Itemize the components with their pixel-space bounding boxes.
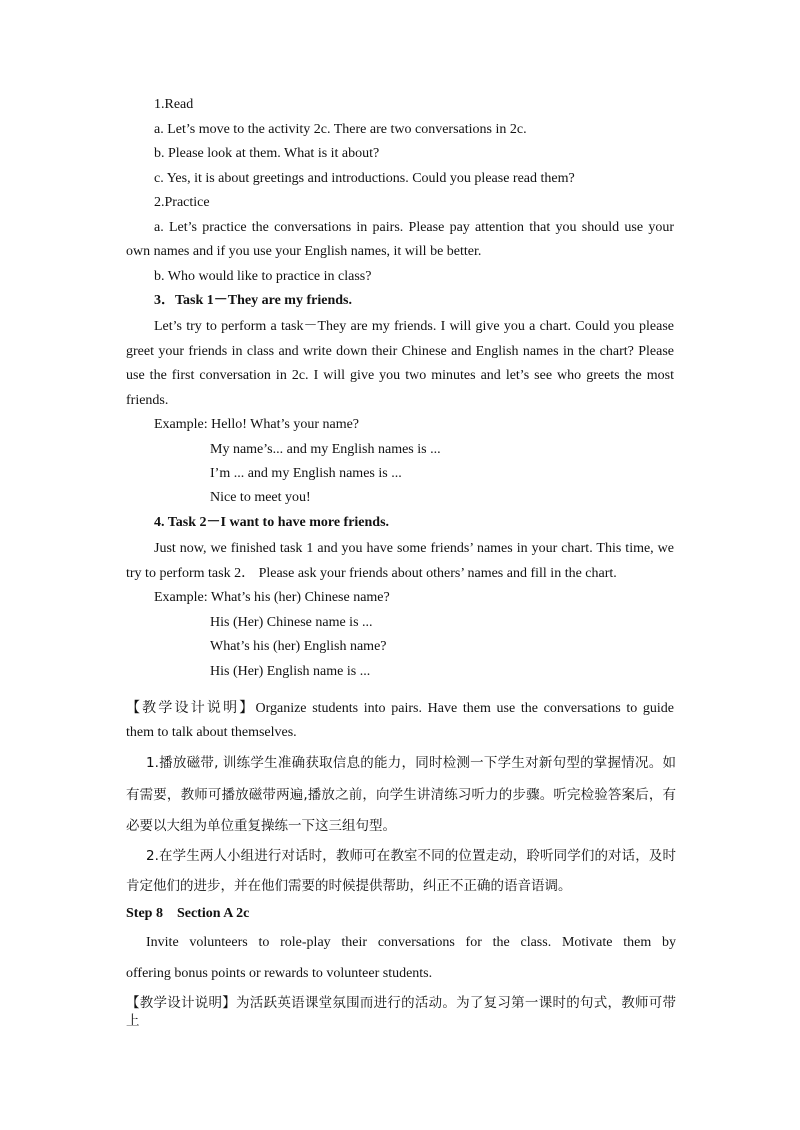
practice-heading: 2.Practice: [154, 195, 210, 210]
read-line-c: c. Yes, it is about greetings and introductions. Could you please read them?: [154, 171, 575, 186]
practice-line-b: b. Who would like to practice in class?: [154, 269, 372, 284]
step8-paragraph-line-1: Invite volunteers to role-play their conversations for the class. Motivate them by: [146, 935, 676, 950]
design-note-1-line-1: 【教学设计说明】Organize students into pairs. Have them use the conversations to guide: [126, 701, 674, 716]
example2-line-2: His (Her) Chinese name is ...: [210, 615, 373, 630]
example1-line-1: Example: Hello! What’s your name?: [154, 417, 360, 432]
task1-heading: 3．Task 1－They are my friends.: [154, 293, 352, 308]
example2-line-4: His (Her) English name is ...: [210, 664, 371, 679]
task1-paragraph-line-1: Let’s try to perform a task－They are my friends. I will give you a chart. Could you please: [154, 319, 674, 334]
example1-line-2: My name’s... and my English names is ...: [210, 442, 441, 457]
task2-paragraph-line-1: Just now, we finished task 1 and you have some friends’ names in your chart. This time, we: [154, 541, 674, 556]
read-line-b: b. Please look at them. What is it about?: [154, 146, 380, 161]
read-line-a: a. Let’s move to the activity 2c. There are two conversations in 2c.: [154, 122, 527, 137]
example2-line-3: What’s his (her) English name?: [210, 639, 387, 654]
design-note-1-line-2: them to talk about themselves.: [126, 725, 297, 740]
chinese-note-1-line-3: 必要以大组为单位重复操练一下这三组句型。: [126, 818, 396, 834]
practice-line-a-2: own names and if you use your English names, it will be better.: [126, 244, 482, 259]
example1-line-3: I’m ... and my English names is ...: [210, 466, 402, 481]
step8-paragraph-line-2: offering bonus points or rewards to volunteer students.: [126, 966, 433, 981]
example1-line-4: Nice to meet you!: [210, 490, 311, 505]
read-heading: 1.Read: [154, 97, 194, 112]
task2-paragraph-line-2: try to perform task 2． Please ask your friends about others’ names and fill in the chart.: [126, 566, 617, 581]
example2-line-1: Example: What’s his (her) Chinese name?: [154, 590, 390, 605]
chinese-note-2-line-2: 肯定他们的进步，并在他们需要的时候提供帮助，纠正不正确的语音语调。: [126, 878, 572, 894]
task1-paragraph-line-4: friends.: [126, 393, 169, 408]
chinese-note-1-line-2: 有需要，教师可播放磁带两遍,播放之前，向学生讲清练习听力的步骤。听完检验答案后，有: [126, 787, 676, 803]
task2-heading: 4. Task 2－I want to have more friends.: [154, 515, 390, 530]
practice-line-a-1: a. Let’s practice the conversations in pairs. Please pay attention that you should use your: [154, 220, 674, 235]
chinese-note-2-line-1: 2.在学生两人小组进行对话时，教师可在教室不同的位置走动，聆听同学们的对话，及时: [146, 848, 676, 864]
chinese-note-1-line-1: 1.播放磁带, 训练学生准确获取信息的能力，同时检测一下学生对新句型的掌握情况。如: [146, 755, 676, 771]
design-note-2-line-1: 【教学设计说明】为活跃英语课堂氛围而进行的活动。为了复习第一课时的句式，教师可带上: [126, 995, 676, 1029]
step8-heading: Step 8 Section A 2c: [126, 906, 250, 921]
task1-paragraph-line-3: use the first conversation in 2c. I will give you two minutes and let’s see who greets the most: [126, 368, 674, 383]
task1-paragraph-line-2: greet your friends in class and write down their Chinese and English names in the chart? Please: [126, 344, 674, 359]
